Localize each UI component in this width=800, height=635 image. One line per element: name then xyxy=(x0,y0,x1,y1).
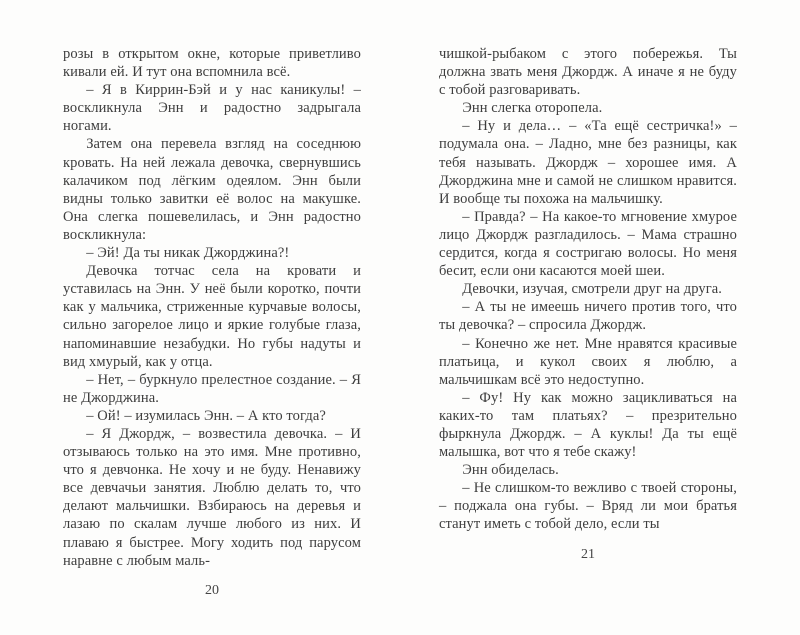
paragraph: Энн обиделась. xyxy=(462,462,559,479)
paragraph: – Эй! Да ты никак Джорджина?! xyxy=(86,245,290,262)
paragraph: Энн слегка оторопела. xyxy=(462,100,603,117)
left-page-text xyxy=(63,45,361,570)
paragraph: – Не слишком-то вежливо с твоей стороны, – поджала она губы. – Вряд ли мои братья станут иметь с тобой дело, если ты xyxy=(439,480,737,533)
paragraph: Девочки, изучая, смотрели друг на друга. xyxy=(462,281,723,298)
paragraph: чишкой-рыбаком с этого побережья. Ты должна звать меня Джордж. А иначе я не буду с тобой разговаривать. xyxy=(439,46,737,99)
paragraph: – Ой! – изумилась Энн. – А кто тогда? xyxy=(86,407,326,424)
paragraph: – Правда? – На какое-то мгновение хмурое лицо Джордж разгладилось. – Мама страшно сердится, когда я состригаю волосы. Но меня бесит, если они касаются моей шеи. xyxy=(439,208,737,280)
paragraph: – А ты не имеешь ничего против того, что ты девочка? – спросила Джордж. xyxy=(439,299,737,334)
paragraph: – Нет, – буркнуло прелестное создание. – Я не Джорджина. xyxy=(63,371,361,406)
paragraph: – Конечно же нет. Мне нравятся красивые платьица, и кукол своих я люблю, а мальчишкам всё это недоступно. xyxy=(439,335,737,388)
paragraph: розы в открытом окне, которые приветливо кивали ей. И тут она вспомнила всё. xyxy=(63,46,361,81)
paragraph: – Я в Киррин-Бэй и у нас каникулы! – воскликнула Энн и радостно задрыгала ногами. xyxy=(63,82,361,135)
paragraph: Девочка тотчас села на кровати и уставилась на Энн. У неё были коротко, почти как у мальчика, стриженные курчавые волосы, сильно загорелое лицо и яркие голубые глаза, напоминавшие незабудки. Но губы надуты и вид хмурый, как у отца. xyxy=(63,263,361,370)
paragraph: – Фу! Ну как можно зацикливаться на каких-то там платьях? – презрительно фыркнула Джордж. – А куклы! Да ты ещё малышка, вот что я тебе скажу! xyxy=(439,389,737,461)
left-page xyxy=(63,45,361,635)
right-page xyxy=(439,45,737,635)
page-number-right: 21 xyxy=(581,546,595,562)
paragraph: – Я Джордж, – возвестила девочка. – И отзываюсь только на это имя. Мне противно, что я девчонка. Не хочу и не буду. Ненавижу все девчачьи занятия. Люблю делать то, что делают мальчишки. Взбираюсь на деревья и лазаю по скалам лучше любого из них. И плаваю я быстрее. Могу ходить под парусом наравне с любым маль- xyxy=(63,425,361,569)
paragraph: – Ну и дела… – «Та ещё сестричка!» – подумала она. – Ладно, мне без разницы, как тебя называть. Джордж – хорошее имя. А Джорджина мне и самой не слишком нравится. И вообще ты похожа на мальчишку. xyxy=(439,118,737,207)
paragraph: Затем она перевела взгляд на соседнюю кровать. На ней лежала девочка, свернувшись калачиком под лёгким одеялом. Энн были видны только завитки её волос на макушке. Она слегка пошевелилась, и Энн радостно воскликнула: xyxy=(63,136,361,243)
page-number-left: 20 xyxy=(205,582,219,598)
right-page-text xyxy=(439,45,737,534)
